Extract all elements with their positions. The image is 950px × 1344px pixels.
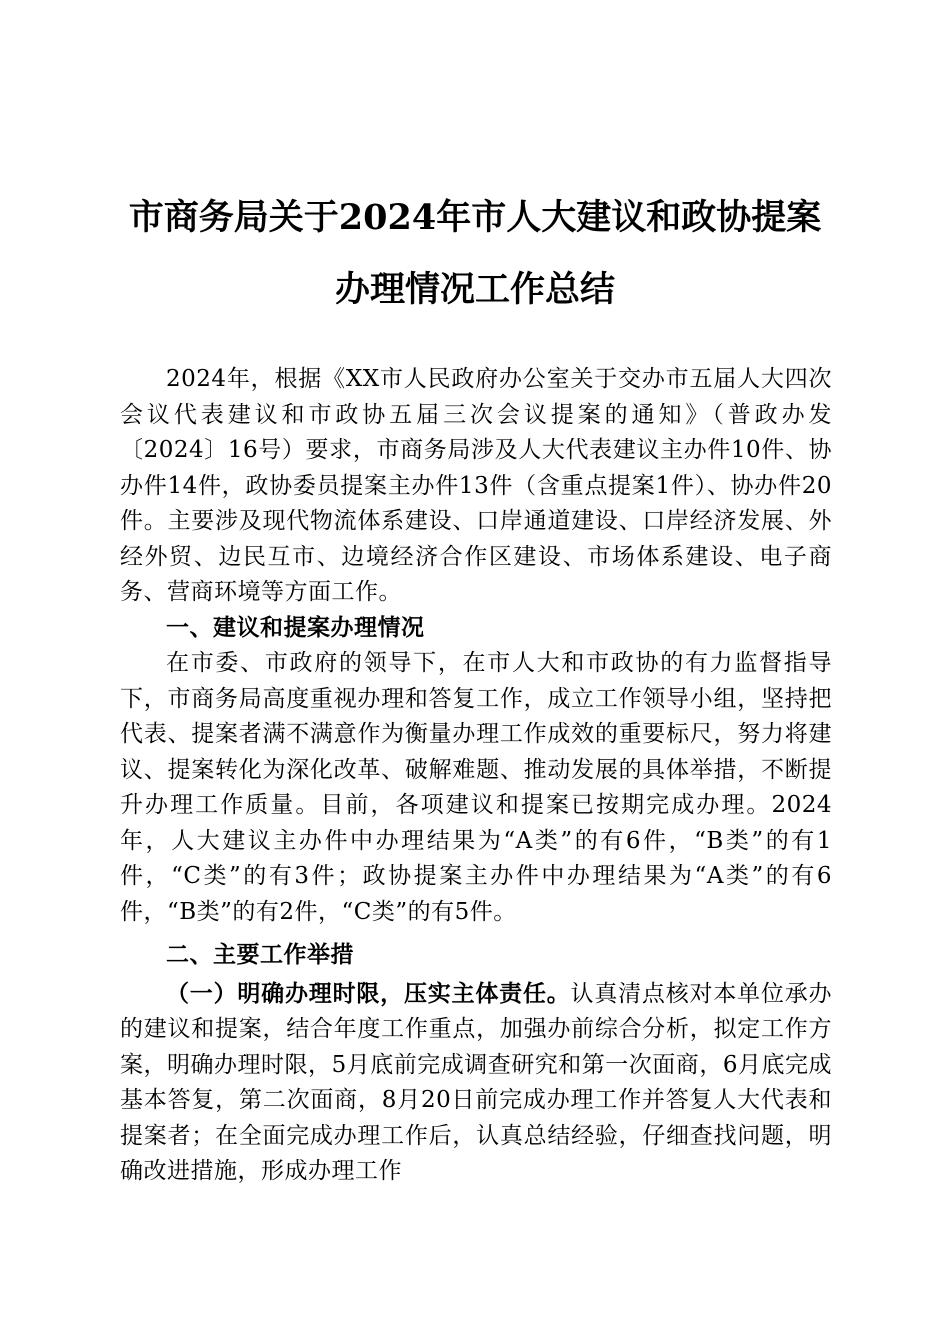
- document-title-line-1: 市商务局关于2024年市人大建议和政协提案: [128, 197, 822, 238]
- section-2-item-1-paragraph: [120, 976, 832, 1190]
- intro-paragraph: 2024年，根据《XX市人民政府办公室关于交办市五届人大四次会议代表建议和市政协五届三次会议提案的通知》（普政办发〔2024〕16号）要求，市商务局涉及人大代表建议主办件10件、协办件14件，政协委员提案主办件13件（含重点提案1件）、协办件20件。主要涉及现代物流体系建设、口岸通道建设、口岸经济发展、外经外贸、边民互市、边境经济合作区建设、市场体系建设、电子商务、营商环境等方面工作。: [120, 366, 832, 605]
- document-body: [120, 362, 832, 1190]
- section-2-heading: 二、主要工作举措: [166, 942, 354, 968]
- section-2-item-1-body: 认真清点核对本单位承办的建议和提案，结合年度工作重点，加强办前综合分析，拟定工作方案，明确办理时限，5月底前完成调查研究和第一次面商，6月底完成基本答复，第二次面商，8月20日前完成办理工作并答复人大代表和提案者；在全面完成办理工作后，认真总结经验，仔细查找问题，明确改进措施，形成办理工作: [120, 980, 833, 1184]
- document-title-line-2: 办理情况工作总结: [334, 269, 615, 310]
- section-2-item-1-lead: （一）明确办理时限，压实主体责任。: [166, 979, 571, 1007]
- section-1-heading: 一、建议和提案办理情况: [166, 614, 425, 641]
- section-1-paragraph: 在市委、市政府的领导下，在市人大和市政协的有力监督指导下，市商务局高度重视办理和答复工作，成立工作领导小组，坚持把代表、提案者满不满意作为衡量办理工作成效的重要标尺，努力将建议、提案转化为深化改革、破解难题、推动发展的具体举措，不断提升办理工作质量。目前，各项建议和提案已按期完成办理。2024年，人大建议主办件中办理结果为“A类”的有6件，“B类”的有1件，“C类”的有3件；政协提案主办件中办理结果为“A类”的有6件，“B类”的有2件，“C类”的有5件。: [120, 650, 832, 925]
